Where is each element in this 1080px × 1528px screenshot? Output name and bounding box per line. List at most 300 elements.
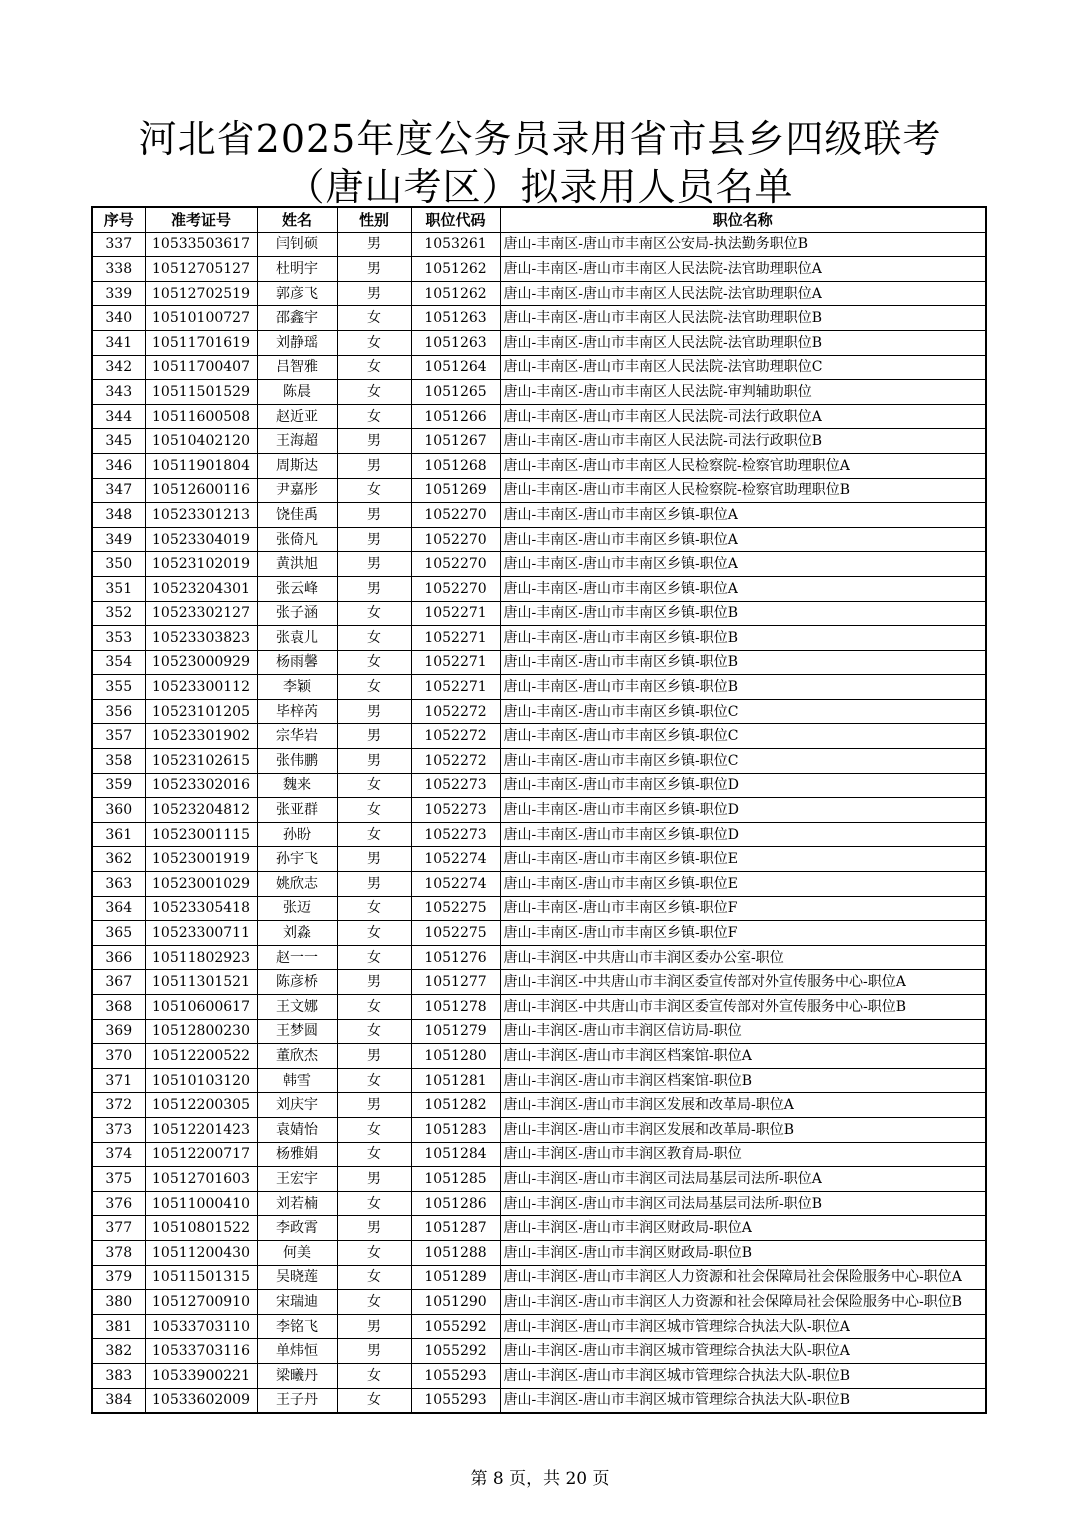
serial-cell: 344 bbox=[92, 404, 145, 429]
serial-cell: 359 bbox=[92, 773, 145, 798]
name-cell: 尹嘉彤 bbox=[257, 478, 337, 503]
position-code-cell: 1052271 bbox=[411, 626, 500, 651]
name-cell: 王文娜 bbox=[257, 995, 337, 1020]
table-row bbox=[92, 1339, 986, 1364]
header-gender: 性别 bbox=[337, 207, 411, 232]
name-cell: 袁婧怡 bbox=[257, 1117, 337, 1142]
gender-cell: 男 bbox=[337, 429, 411, 454]
position-code-cell: 1055292 bbox=[411, 1339, 500, 1364]
serial-cell: 383 bbox=[92, 1363, 145, 1388]
serial-cell: 370 bbox=[92, 1044, 145, 1069]
position-name-cell: 唐山-丰润区-唐山市丰润区发展和改革局-职位B bbox=[500, 1117, 986, 1142]
name-cell: 李政霄 bbox=[257, 1216, 337, 1241]
name-cell: 单炜恒 bbox=[257, 1339, 337, 1364]
name-cell: 闫钊硕 bbox=[257, 232, 337, 257]
exam-number-cell: 10510801522 bbox=[145, 1216, 257, 1241]
position-name-cell: 唐山-丰润区-唐山市丰润区财政局-职位A bbox=[500, 1216, 986, 1241]
position-name-cell: 唐山-丰润区-唐山市丰润区人力资源和社会保障局社会保险服务中心-职位B bbox=[500, 1290, 986, 1315]
gender-cell: 女 bbox=[337, 355, 411, 380]
page-footer: 第 8 页，共 20 页 bbox=[470, 1469, 610, 1489]
exam-number-cell: 10512705127 bbox=[145, 257, 257, 282]
position-name-cell: 唐山-丰南区-唐山市丰南区乡镇-职位C bbox=[500, 724, 986, 749]
gender-cell: 女 bbox=[337, 1363, 411, 1388]
table-row bbox=[92, 355, 986, 380]
serial-cell: 380 bbox=[92, 1290, 145, 1315]
position-code-cell: 1051288 bbox=[411, 1240, 500, 1265]
exam-number-cell: 10511200430 bbox=[145, 1240, 257, 1265]
position-code-cell: 1051265 bbox=[411, 380, 500, 405]
position-code-cell: 1052272 bbox=[411, 724, 500, 749]
exam-number-cell: 10533703116 bbox=[145, 1339, 257, 1364]
gender-cell: 女 bbox=[337, 306, 411, 331]
position-code-cell: 1052274 bbox=[411, 847, 500, 872]
position-code-cell: 1052270 bbox=[411, 576, 500, 601]
position-name-cell: 唐山-丰润区-唐山市丰润区司法局基层司法所-职位A bbox=[500, 1167, 986, 1192]
serial-cell: 347 bbox=[92, 478, 145, 503]
position-name-cell: 唐山-丰南区-唐山市丰南区乡镇-职位A bbox=[500, 552, 986, 577]
name-cell: 张倚凡 bbox=[257, 527, 337, 552]
name-cell: 张袁儿 bbox=[257, 626, 337, 651]
table-row bbox=[92, 1290, 986, 1315]
exam-number-cell: 10511802923 bbox=[145, 945, 257, 970]
gender-cell: 女 bbox=[337, 1240, 411, 1265]
gender-cell: 女 bbox=[337, 1265, 411, 1290]
exam-number-cell: 10523302127 bbox=[145, 601, 257, 626]
gender-cell: 男 bbox=[337, 281, 411, 306]
exam-number-cell: 10511501529 bbox=[145, 380, 257, 405]
exam-number-cell: 10523101205 bbox=[145, 699, 257, 724]
position-name-cell: 唐山-丰润区-唐山市丰润区城市管理综合执法大队-职位A bbox=[500, 1339, 986, 1364]
name-cell: 刘庆宇 bbox=[257, 1093, 337, 1118]
position-code-cell: 1055293 bbox=[411, 1388, 500, 1413]
exam-number-cell: 10523301902 bbox=[145, 724, 257, 749]
serial-cell: 381 bbox=[92, 1314, 145, 1339]
serial-cell: 369 bbox=[92, 1019, 145, 1044]
gender-cell: 男 bbox=[337, 749, 411, 774]
position-code-cell: 1051285 bbox=[411, 1167, 500, 1192]
gender-cell: 男 bbox=[337, 503, 411, 528]
document-title-line1: 河北省2025年度公务员录用省市县乡四级联考 bbox=[138, 117, 942, 161]
position-code-cell: 1051281 bbox=[411, 1068, 500, 1093]
exam-number-cell: 10511301521 bbox=[145, 970, 257, 995]
name-cell: 赵一一 bbox=[257, 945, 337, 970]
position-code-cell: 1052270 bbox=[411, 527, 500, 552]
position-code-cell: 1051263 bbox=[411, 306, 500, 331]
position-name-cell: 唐山-丰南区-唐山市丰南区人民法院-司法行政职位B bbox=[500, 429, 986, 454]
table-row bbox=[92, 995, 986, 1020]
position-name-cell: 唐山-丰南区-唐山市丰南区乡镇-职位D bbox=[500, 798, 986, 823]
position-name-cell: 唐山-丰润区-唐山市丰润区人力资源和社会保障局社会保险服务中心-职位A bbox=[500, 1265, 986, 1290]
table-body bbox=[92, 232, 986, 1413]
table-row bbox=[92, 699, 986, 724]
exam-number-cell: 10523204301 bbox=[145, 576, 257, 601]
serial-cell: 349 bbox=[92, 527, 145, 552]
position-name-cell: 唐山-丰润区-中共唐山市丰润区委办公室-职位 bbox=[500, 945, 986, 970]
table-row bbox=[92, 1044, 986, 1069]
position-name-cell: 唐山-丰南区-唐山市丰南区人民法院-法官助理职位B bbox=[500, 330, 986, 355]
position-name-cell: 唐山-丰南区-唐山市丰南区乡镇-职位E bbox=[500, 847, 986, 872]
gender-cell: 男 bbox=[337, 1339, 411, 1364]
position-name-cell: 唐山-丰南区-唐山市丰南区人民法院-审判辅助职位 bbox=[500, 380, 986, 405]
table-row bbox=[92, 576, 986, 601]
name-cell: 陈彦桥 bbox=[257, 970, 337, 995]
exam-number-cell: 10523300711 bbox=[145, 921, 257, 946]
position-name-cell: 唐山-丰南区-唐山市丰南区乡镇-职位F bbox=[500, 896, 986, 921]
position-name-cell: 唐山-丰南区-唐山市丰南区乡镇-职位B bbox=[500, 675, 986, 700]
name-cell: 周斯达 bbox=[257, 453, 337, 478]
serial-cell: 378 bbox=[92, 1240, 145, 1265]
position-name-cell: 唐山-丰南区-唐山市丰南区乡镇-职位D bbox=[500, 773, 986, 798]
position-name-cell: 唐山-丰润区-唐山市丰润区城市管理综合执法大队-职位B bbox=[500, 1388, 986, 1413]
position-name-cell: 唐山-丰润区-唐山市丰润区教育局-职位 bbox=[500, 1142, 986, 1167]
gender-cell: 男 bbox=[337, 699, 411, 724]
position-code-cell: 1051276 bbox=[411, 945, 500, 970]
serial-cell: 367 bbox=[92, 970, 145, 995]
table-row bbox=[92, 527, 986, 552]
table-row bbox=[92, 749, 986, 774]
position-code-cell: 1052275 bbox=[411, 896, 500, 921]
gender-cell: 女 bbox=[337, 330, 411, 355]
position-name-cell: 唐山-丰润区-唐山市丰润区档案馆-职位A bbox=[500, 1044, 986, 1069]
table-row bbox=[92, 872, 986, 897]
header-position-name: 职位名称 bbox=[500, 207, 986, 232]
gender-cell: 男 bbox=[337, 232, 411, 257]
table-row bbox=[92, 945, 986, 970]
gender-cell: 男 bbox=[337, 453, 411, 478]
table-row bbox=[92, 503, 986, 528]
gender-cell: 女 bbox=[337, 896, 411, 921]
name-cell: 孙宇飞 bbox=[257, 847, 337, 872]
table-row bbox=[92, 552, 986, 577]
position-code-cell: 1052272 bbox=[411, 699, 500, 724]
table-header-row bbox=[92, 207, 986, 232]
exam-number-cell: 10523304019 bbox=[145, 527, 257, 552]
gender-cell: 女 bbox=[337, 626, 411, 651]
gender-cell: 女 bbox=[337, 380, 411, 405]
position-name-cell: 唐山-丰南区-唐山市丰南区乡镇-职位B bbox=[500, 626, 986, 651]
serial-cell: 365 bbox=[92, 921, 145, 946]
name-cell: 刘静瑶 bbox=[257, 330, 337, 355]
serial-cell: 356 bbox=[92, 699, 145, 724]
table-row bbox=[92, 921, 986, 946]
name-cell: 孙盼 bbox=[257, 822, 337, 847]
position-name-cell: 唐山-丰南区-唐山市丰南区人民法院-司法行政职位A bbox=[500, 404, 986, 429]
name-cell: 梁曦丹 bbox=[257, 1363, 337, 1388]
position-code-cell: 1052275 bbox=[411, 921, 500, 946]
position-code-cell: 1052273 bbox=[411, 798, 500, 823]
table-row bbox=[92, 404, 986, 429]
table-row bbox=[92, 1265, 986, 1290]
serial-cell: 338 bbox=[92, 257, 145, 282]
position-name-cell: 唐山-丰南区-唐山市丰南区人民检察院-检察官助理职位B bbox=[500, 478, 986, 503]
gender-cell: 男 bbox=[337, 1167, 411, 1192]
position-code-cell: 1051262 bbox=[411, 281, 500, 306]
name-cell: 李铭飞 bbox=[257, 1314, 337, 1339]
gender-cell: 男 bbox=[337, 552, 411, 577]
exam-number-cell: 10533703110 bbox=[145, 1314, 257, 1339]
name-cell: 刘淼 bbox=[257, 921, 337, 946]
header-position-code: 职位代码 bbox=[411, 207, 500, 232]
position-code-cell: 1052270 bbox=[411, 552, 500, 577]
exam-number-cell: 10510100727 bbox=[145, 306, 257, 331]
name-cell: 毕梓芮 bbox=[257, 699, 337, 724]
position-name-cell: 唐山-丰南区-唐山市丰南区乡镇-职位C bbox=[500, 699, 986, 724]
serial-cell: 343 bbox=[92, 380, 145, 405]
position-name-cell: 唐山-丰南区-唐山市丰南区人民法院-法官助理职位C bbox=[500, 355, 986, 380]
gender-cell: 女 bbox=[337, 945, 411, 970]
gender-cell: 女 bbox=[337, 478, 411, 503]
table-row bbox=[92, 724, 986, 749]
name-cell: 魏来 bbox=[257, 773, 337, 798]
gender-cell: 女 bbox=[337, 822, 411, 847]
position-name-cell: 唐山-丰润区-唐山市丰润区档案馆-职位B bbox=[500, 1068, 986, 1093]
exam-number-cell: 10533900221 bbox=[145, 1363, 257, 1388]
position-code-cell: 1051290 bbox=[411, 1290, 500, 1315]
exam-number-cell: 10512200717 bbox=[145, 1142, 257, 1167]
table-row bbox=[92, 601, 986, 626]
gender-cell: 女 bbox=[337, 1142, 411, 1167]
gender-cell: 女 bbox=[337, 404, 411, 429]
position-code-cell: 1052274 bbox=[411, 872, 500, 897]
serial-cell: 358 bbox=[92, 749, 145, 774]
table-row bbox=[92, 429, 986, 454]
name-cell: 李颖 bbox=[257, 675, 337, 700]
position-code-cell: 1051283 bbox=[411, 1117, 500, 1142]
exam-number-cell: 10511701619 bbox=[145, 330, 257, 355]
exam-number-cell: 10511700407 bbox=[145, 355, 257, 380]
name-cell: 吴晓莲 bbox=[257, 1265, 337, 1290]
position-code-cell: 1052270 bbox=[411, 503, 500, 528]
name-cell: 王梦圆 bbox=[257, 1019, 337, 1044]
exam-number-cell: 10523305418 bbox=[145, 896, 257, 921]
exam-number-cell: 10511901804 bbox=[145, 453, 257, 478]
position-code-cell: 1052271 bbox=[411, 601, 500, 626]
serial-cell: 364 bbox=[92, 896, 145, 921]
position-name-cell: 唐山-丰润区-唐山市丰润区司法局基层司法所-职位B bbox=[500, 1191, 986, 1216]
name-cell: 张子涵 bbox=[257, 601, 337, 626]
table-row bbox=[92, 773, 986, 798]
exam-number-cell: 10510600617 bbox=[145, 995, 257, 1020]
gender-cell: 男 bbox=[337, 1093, 411, 1118]
name-cell: 宋瑞迪 bbox=[257, 1290, 337, 1315]
position-code-cell: 1052273 bbox=[411, 822, 500, 847]
serial-cell: 374 bbox=[92, 1142, 145, 1167]
serial-cell: 353 bbox=[92, 626, 145, 651]
exam-number-cell: 10511501315 bbox=[145, 1265, 257, 1290]
gender-cell: 女 bbox=[337, 675, 411, 700]
serial-cell: 341 bbox=[92, 330, 145, 355]
document-title-line2: （唐山考区）拟录用人员名单 bbox=[286, 165, 794, 209]
exam-number-cell: 10523102019 bbox=[145, 552, 257, 577]
name-cell: 刘若楠 bbox=[257, 1191, 337, 1216]
exam-number-cell: 10523204812 bbox=[145, 798, 257, 823]
exam-number-cell: 10512700910 bbox=[145, 1290, 257, 1315]
table-row bbox=[92, 798, 986, 823]
table-row bbox=[92, 896, 986, 921]
exam-number-cell: 10523001029 bbox=[145, 872, 257, 897]
position-name-cell: 唐山-丰南区-唐山市丰南区乡镇-职位A bbox=[500, 576, 986, 601]
exam-number-cell: 10512800230 bbox=[145, 1019, 257, 1044]
gender-cell: 男 bbox=[337, 1314, 411, 1339]
serial-cell: 366 bbox=[92, 945, 145, 970]
name-cell: 黄洪旭 bbox=[257, 552, 337, 577]
header-name: 姓名 bbox=[257, 207, 337, 232]
position-name-cell: 唐山-丰南区-唐山市丰南区乡镇-职位D bbox=[500, 822, 986, 847]
position-code-cell: 1051263 bbox=[411, 330, 500, 355]
serial-cell: 346 bbox=[92, 453, 145, 478]
serial-cell: 362 bbox=[92, 847, 145, 872]
table-row bbox=[92, 626, 986, 651]
name-cell: 董欣杰 bbox=[257, 1044, 337, 1069]
table-row bbox=[92, 478, 986, 503]
table-row bbox=[92, 1093, 986, 1118]
serial-cell: 352 bbox=[92, 601, 145, 626]
table-row bbox=[92, 380, 986, 405]
name-cell: 何美 bbox=[257, 1240, 337, 1265]
position-code-cell: 1052273 bbox=[411, 773, 500, 798]
exam-number-cell: 10512200305 bbox=[145, 1093, 257, 1118]
serial-cell: 357 bbox=[92, 724, 145, 749]
name-cell: 杜明宇 bbox=[257, 257, 337, 282]
table-row bbox=[92, 1019, 986, 1044]
position-name-cell: 唐山-丰南区-唐山市丰南区人民法院-法官助理职位A bbox=[500, 257, 986, 282]
name-cell: 吕智雅 bbox=[257, 355, 337, 380]
exam-number-cell: 10512200522 bbox=[145, 1044, 257, 1069]
position-code-cell: 1051264 bbox=[411, 355, 500, 380]
serial-cell: 360 bbox=[92, 798, 145, 823]
serial-cell: 348 bbox=[92, 503, 145, 528]
position-name-cell: 唐山-丰南区-唐山市丰南区人民法院-法官助理职位A bbox=[500, 281, 986, 306]
position-name-cell: 唐山-丰润区-唐山市丰润区发展和改革局-职位A bbox=[500, 1093, 986, 1118]
serial-cell: 339 bbox=[92, 281, 145, 306]
table-row bbox=[92, 1388, 986, 1413]
name-cell: 宗华岩 bbox=[257, 724, 337, 749]
serial-cell: 382 bbox=[92, 1339, 145, 1364]
position-code-cell: 1051262 bbox=[411, 257, 500, 282]
exam-number-cell: 10523300112 bbox=[145, 675, 257, 700]
exam-number-cell: 10512701603 bbox=[145, 1167, 257, 1192]
gender-cell: 女 bbox=[337, 921, 411, 946]
table-row bbox=[92, 1167, 986, 1192]
table-row bbox=[92, 232, 986, 257]
name-cell: 张迈 bbox=[257, 896, 337, 921]
position-code-cell: 1051284 bbox=[411, 1142, 500, 1167]
serial-cell: 350 bbox=[92, 552, 145, 577]
position-name-cell: 唐山-丰润区-唐山市丰润区信访局-职位 bbox=[500, 1019, 986, 1044]
serial-cell: 376 bbox=[92, 1191, 145, 1216]
position-code-cell: 1051280 bbox=[411, 1044, 500, 1069]
gender-cell: 男 bbox=[337, 970, 411, 995]
position-name-cell: 唐山-丰南区-唐山市丰南区乡镇-职位F bbox=[500, 921, 986, 946]
position-name-cell: 唐山-丰南区-唐山市丰南区人民检察院-检察官助理职位A bbox=[500, 453, 986, 478]
position-code-cell: 1051287 bbox=[411, 1216, 500, 1241]
table-row bbox=[92, 257, 986, 282]
position-name-cell: 唐山-丰南区-唐山市丰南区乡镇-职位A bbox=[500, 527, 986, 552]
candidate-table bbox=[91, 206, 987, 1414]
gender-cell: 女 bbox=[337, 1019, 411, 1044]
exam-number-cell: 10523301213 bbox=[145, 503, 257, 528]
serial-cell: 342 bbox=[92, 355, 145, 380]
exam-number-cell: 10523303823 bbox=[145, 626, 257, 651]
position-name-cell: 唐山-丰南区-唐山市丰南区乡镇-职位A bbox=[500, 503, 986, 528]
position-code-cell: 1052271 bbox=[411, 650, 500, 675]
position-code-cell: 1051289 bbox=[411, 1265, 500, 1290]
exam-number-cell: 10523001115 bbox=[145, 822, 257, 847]
table-row bbox=[92, 281, 986, 306]
serial-cell: 372 bbox=[92, 1093, 145, 1118]
gender-cell: 男 bbox=[337, 257, 411, 282]
position-name-cell: 唐山-丰润区-唐山市丰润区城市管理综合执法大队-职位B bbox=[500, 1363, 986, 1388]
table-row bbox=[92, 970, 986, 995]
serial-cell: 363 bbox=[92, 872, 145, 897]
table-row bbox=[92, 453, 986, 478]
name-cell: 饶佳禹 bbox=[257, 503, 337, 528]
name-cell: 陈晨 bbox=[257, 380, 337, 405]
name-cell: 杨雨馨 bbox=[257, 650, 337, 675]
gender-cell: 男 bbox=[337, 1216, 411, 1241]
table-row bbox=[92, 675, 986, 700]
serial-cell: 373 bbox=[92, 1117, 145, 1142]
table-row bbox=[92, 650, 986, 675]
exam-number-cell: 10533503617 bbox=[145, 232, 257, 257]
exam-number-cell: 10512702519 bbox=[145, 281, 257, 306]
name-cell: 杨雅娟 bbox=[257, 1142, 337, 1167]
gender-cell: 女 bbox=[337, 995, 411, 1020]
position-name-cell: 唐山-丰南区-唐山市丰南区乡镇-职位B bbox=[500, 601, 986, 626]
table-row bbox=[92, 306, 986, 331]
name-cell: 张伟鹏 bbox=[257, 749, 337, 774]
position-name-cell: 唐山-丰润区-唐山市丰润区财政局-职位B bbox=[500, 1240, 986, 1265]
gender-cell: 女 bbox=[337, 798, 411, 823]
serial-cell: 354 bbox=[92, 650, 145, 675]
position-code-cell: 1051277 bbox=[411, 970, 500, 995]
exam-number-cell: 10510402120 bbox=[145, 429, 257, 454]
exam-number-cell: 10523102615 bbox=[145, 749, 257, 774]
gender-cell: 女 bbox=[337, 1117, 411, 1142]
name-cell: 邵鑫宇 bbox=[257, 306, 337, 331]
name-cell: 王宏宇 bbox=[257, 1167, 337, 1192]
table-row bbox=[92, 1117, 986, 1142]
position-code-cell: 1052271 bbox=[411, 675, 500, 700]
serial-cell: 337 bbox=[92, 232, 145, 257]
position-name-cell: 唐山-丰润区-唐山市丰润区城市管理综合执法大队-职位A bbox=[500, 1314, 986, 1339]
gender-cell: 男 bbox=[337, 527, 411, 552]
table-row bbox=[92, 1191, 986, 1216]
position-name-cell: 唐山-丰南区-唐山市丰南区乡镇-职位E bbox=[500, 872, 986, 897]
position-code-cell: 1052272 bbox=[411, 749, 500, 774]
position-code-cell: 1051268 bbox=[411, 453, 500, 478]
name-cell: 姚欣志 bbox=[257, 872, 337, 897]
serial-cell: 340 bbox=[92, 306, 145, 331]
gender-cell: 女 bbox=[337, 1068, 411, 1093]
gender-cell: 男 bbox=[337, 724, 411, 749]
position-code-cell: 1055293 bbox=[411, 1363, 500, 1388]
position-code-cell: 1055292 bbox=[411, 1314, 500, 1339]
gender-cell: 女 bbox=[337, 773, 411, 798]
name-cell: 王海超 bbox=[257, 429, 337, 454]
table-row bbox=[92, 330, 986, 355]
position-name-cell: 唐山-丰润区-中共唐山市丰润区委宣传部对外宣传服务中心-职位B bbox=[500, 995, 986, 1020]
name-cell: 张亚群 bbox=[257, 798, 337, 823]
exam-number-cell: 10512600116 bbox=[145, 478, 257, 503]
exam-number-cell: 10510103120 bbox=[145, 1068, 257, 1093]
position-code-cell: 1051269 bbox=[411, 478, 500, 503]
exam-number-cell: 10523001919 bbox=[145, 847, 257, 872]
gender-cell: 男 bbox=[337, 1044, 411, 1069]
position-code-cell: 1051282 bbox=[411, 1093, 500, 1118]
serial-cell: 379 bbox=[92, 1265, 145, 1290]
position-name-cell: 唐山-丰润区-中共唐山市丰润区委宣传部对外宣传服务中心-职位A bbox=[500, 970, 986, 995]
